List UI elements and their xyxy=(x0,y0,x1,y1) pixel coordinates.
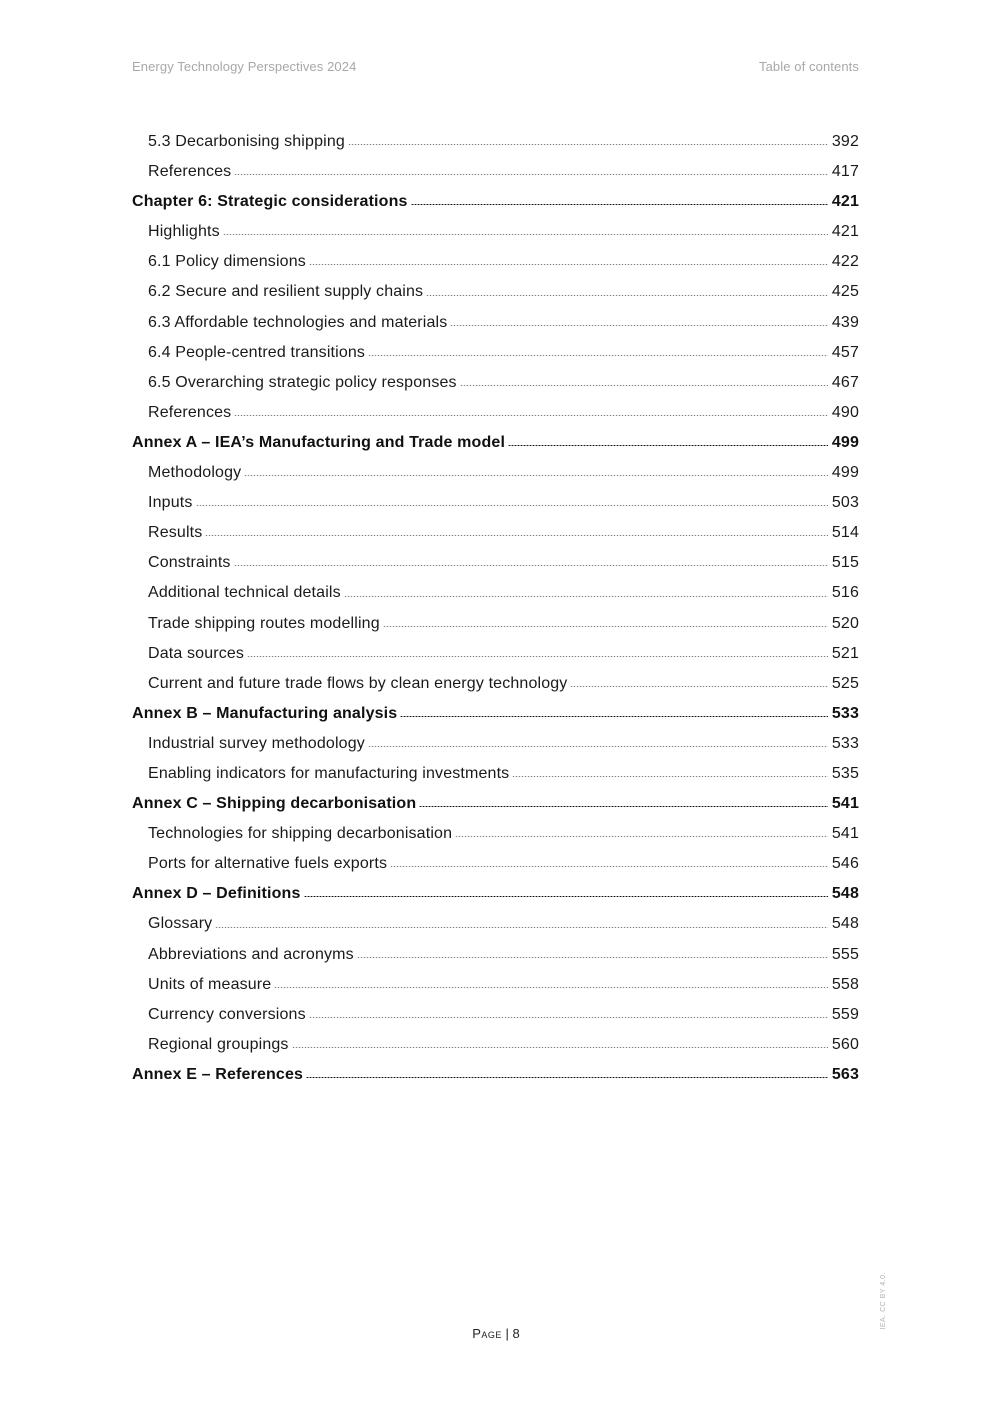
running-header-title: Energy Technology Perspectives 2024 xyxy=(132,59,357,74)
toc-entry-page-number: 548 xyxy=(831,885,859,903)
toc-section-entry[interactable] xyxy=(132,759,859,789)
toc-dot-leader xyxy=(304,896,828,897)
toc-section-entry[interactable] xyxy=(132,1030,859,1060)
toc-entry-page-number: 439 xyxy=(831,313,859,331)
toc-entry-title: Ports for alternative fuels exports xyxy=(148,855,388,873)
toc-entry-page-number: 546 xyxy=(831,855,859,873)
toc-section-entry[interactable] xyxy=(132,338,859,368)
toc-chapter-entry[interactable] xyxy=(132,879,859,909)
toc-dot-leader xyxy=(274,987,828,988)
toc-entry-page-number: 558 xyxy=(831,975,859,993)
toc-entry-page-number: 521 xyxy=(831,644,859,662)
toc-section-entry[interactable] xyxy=(132,669,859,699)
toc-entry-title: Abbreviations and acronyms xyxy=(148,945,354,963)
toc-dot-leader xyxy=(419,806,828,807)
toc-dot-leader xyxy=(450,325,828,326)
toc-section-entry[interactable] xyxy=(132,247,859,277)
toc-entry-title: Glossary xyxy=(148,915,213,933)
toc-entry-page-number: 490 xyxy=(831,403,859,421)
toc-dot-leader xyxy=(244,475,828,476)
toc-entry-title: Annex E – References xyxy=(132,1065,304,1083)
toc-section-entry[interactable] xyxy=(132,819,859,849)
toc-entry-page-number: 417 xyxy=(831,163,859,181)
toc-entry-title: Annex D – Definitions xyxy=(132,885,301,903)
toc-entry-title: Technologies for shipping decarbonisation xyxy=(148,825,453,843)
toc-section-entry[interactable] xyxy=(132,578,859,608)
toc-entry-title: Annex B – Manufacturing analysis xyxy=(132,704,398,722)
toc-entry-page-number: 533 xyxy=(831,704,859,722)
toc-dot-leader xyxy=(460,385,828,386)
toc-dot-leader xyxy=(426,295,828,296)
toc-section-entry[interactable] xyxy=(132,368,859,398)
toc-entry-page-number: 515 xyxy=(831,554,859,572)
toc-entry-page-number: 421 xyxy=(831,223,859,241)
toc-dot-leader xyxy=(357,957,828,958)
toc-entry-page-number: 457 xyxy=(831,343,859,361)
table-of-contents xyxy=(132,127,859,1090)
toc-dot-leader xyxy=(196,505,829,506)
toc-entry-title: Annex A – IEA’s Manufacturing and Trade model xyxy=(132,433,506,451)
toc-entry-title: Chapter 6: Strategic considerations xyxy=(132,193,408,211)
toc-section-entry[interactable] xyxy=(132,277,859,307)
toc-entry-page-number: 560 xyxy=(831,1035,859,1053)
toc-dot-leader xyxy=(215,927,828,928)
footer-page-number: 8 xyxy=(512,1326,520,1341)
toc-section-entry[interactable] xyxy=(132,127,859,157)
toc-entry-title: 6.5 Overarching strategic policy responses xyxy=(148,373,457,391)
toc-dot-leader xyxy=(223,234,828,235)
toc-dot-leader xyxy=(390,866,828,867)
page-footer xyxy=(0,1326,992,1341)
toc-section-entry[interactable] xyxy=(132,157,859,187)
toc-dot-leader xyxy=(234,174,828,175)
toc-dot-leader xyxy=(512,776,828,777)
toc-chapter-entry[interactable] xyxy=(132,187,859,217)
toc-entry-title: Industrial survey methodology xyxy=(148,734,365,752)
toc-chapter-entry[interactable] xyxy=(132,699,859,729)
toc-entry-title: Regional groupings xyxy=(148,1035,289,1053)
toc-dot-leader xyxy=(234,565,828,566)
toc-section-entry[interactable] xyxy=(132,609,859,639)
toc-chapter-entry[interactable] xyxy=(132,789,859,819)
toc-entry-page-number: 533 xyxy=(831,734,859,752)
toc-dot-leader xyxy=(383,626,828,627)
toc-dot-leader xyxy=(247,656,828,657)
toc-section-entry[interactable] xyxy=(132,488,859,518)
toc-section-entry[interactable] xyxy=(132,217,859,247)
toc-section-entry[interactable] xyxy=(132,909,859,939)
toc-entry-page-number: 535 xyxy=(831,764,859,782)
toc-entry-title: 6.4 People-centred transitions xyxy=(148,343,366,361)
license-notice: IEA. CC BY 4.0. xyxy=(880,1272,887,1330)
toc-section-entry[interactable] xyxy=(132,639,859,669)
toc-entry-title: 6.2 Secure and resilient supply chains xyxy=(148,283,424,301)
toc-entry-title: Results xyxy=(148,524,203,542)
toc-entry-page-number: 541 xyxy=(831,825,859,843)
toc-entry-page-number: 555 xyxy=(831,945,859,963)
footer-separator: | xyxy=(501,1326,513,1341)
toc-entry-title: Data sources xyxy=(148,644,245,662)
toc-section-entry[interactable] xyxy=(132,940,859,970)
toc-section-entry[interactable] xyxy=(132,548,859,578)
toc-dot-leader xyxy=(344,596,828,597)
toc-dot-leader xyxy=(309,1017,828,1018)
toc-entry-title: Trade shipping routes modelling xyxy=(148,614,380,632)
toc-dot-leader xyxy=(455,836,828,837)
toc-entry-page-number: 467 xyxy=(831,373,859,391)
toc-entry-page-number: 425 xyxy=(831,283,859,301)
toc-entry-page-number: 563 xyxy=(831,1065,859,1083)
toc-entry-title: Annex C – Shipping decarbonisation xyxy=(132,795,417,813)
toc-section-entry[interactable] xyxy=(132,849,859,879)
toc-entry-page-number: 548 xyxy=(831,915,859,933)
toc-entry-title: References xyxy=(148,403,232,421)
toc-chapter-entry[interactable] xyxy=(132,428,859,458)
running-header-section: Table of contents xyxy=(759,59,859,74)
toc-entry-title: References xyxy=(148,163,232,181)
toc-section-entry[interactable] xyxy=(132,458,859,488)
toc-section-entry[interactable] xyxy=(132,970,859,1000)
toc-entry-page-number: 422 xyxy=(831,253,859,271)
toc-dot-leader xyxy=(309,264,828,265)
toc-dot-leader xyxy=(292,1047,828,1048)
toc-entry-page-number: 514 xyxy=(831,524,859,542)
toc-entry-title: Methodology xyxy=(148,464,242,482)
toc-dot-leader xyxy=(368,746,828,747)
toc-entry-title: Enabling indicators for manufacturing investments xyxy=(148,764,510,782)
toc-section-entry[interactable] xyxy=(132,729,859,759)
toc-entry-page-number: 421 xyxy=(831,193,859,211)
toc-entry-page-number: 499 xyxy=(831,464,859,482)
footer-page-word: Page xyxy=(472,1326,502,1341)
toc-entry-title: Highlights xyxy=(148,223,220,241)
toc-dot-leader xyxy=(306,1077,828,1078)
toc-entry-page-number: 520 xyxy=(831,614,859,632)
toc-entry-title: Current and future trade flows by clean energy technology xyxy=(148,674,568,692)
toc-dot-leader xyxy=(400,716,828,717)
toc-dot-leader xyxy=(411,204,828,205)
toc-entry-title: Currency conversions xyxy=(148,1005,306,1023)
toc-dot-leader xyxy=(570,686,828,687)
toc-entry-page-number: 499 xyxy=(831,433,859,451)
toc-entry-title: 5.3 Decarbonising shipping xyxy=(148,133,345,150)
toc-entry-title: Additional technical details xyxy=(148,584,341,602)
toc-entry-page-number: 525 xyxy=(831,674,859,692)
toc-entry-title: Inputs xyxy=(148,494,193,512)
toc-section-entry[interactable] xyxy=(132,1000,859,1030)
toc-dot-leader xyxy=(508,445,828,446)
toc-dot-leader xyxy=(368,355,828,356)
toc-entry-page-number: 541 xyxy=(831,795,859,813)
toc-entry-title: Constraints xyxy=(148,554,231,572)
toc-dot-leader xyxy=(234,415,828,416)
toc-chapter-entry[interactable] xyxy=(132,1060,859,1090)
toc-entry-page-number: 392 xyxy=(831,133,859,150)
toc-entry-page-number: 559 xyxy=(831,1005,859,1023)
toc-section-entry[interactable] xyxy=(132,518,859,548)
toc-section-entry[interactable] xyxy=(132,308,859,338)
toc-entry-title: 6.1 Policy dimensions xyxy=(148,253,306,271)
toc-entry-title: 6.3 Affordable technologies and materials xyxy=(148,313,448,331)
toc-section-entry[interactable] xyxy=(132,398,859,428)
toc-dot-leader xyxy=(205,535,828,536)
toc-entry-page-number: 503 xyxy=(831,494,859,512)
toc-entry-title: Units of measure xyxy=(148,975,272,993)
toc-entry-page-number: 516 xyxy=(831,584,859,602)
toc-dot-leader xyxy=(348,144,828,145)
